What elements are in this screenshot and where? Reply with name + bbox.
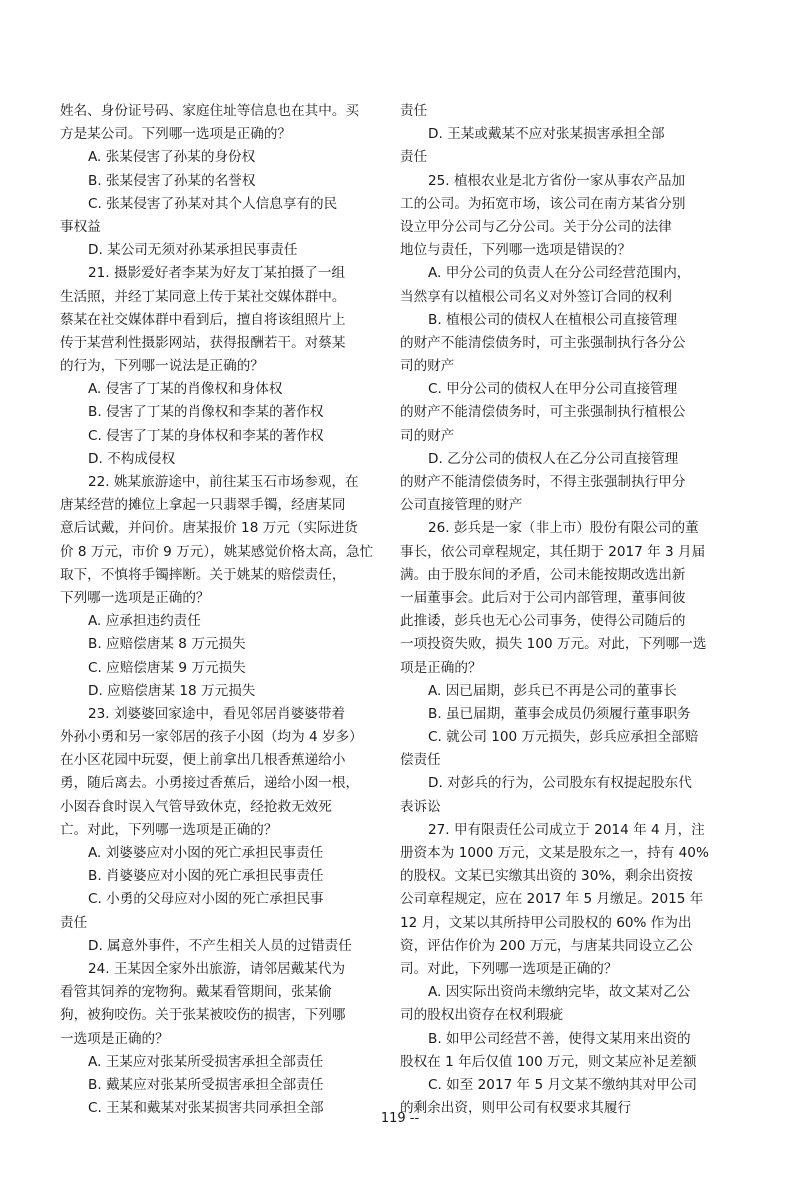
text-line: 方是某公司。下列哪一选项是正确的？ [60,126,292,143]
text-line: 的财产不能清偿债务时，可主张强制执行各分公 [400,334,686,351]
text-line: D. 不构成侵权 [88,450,176,467]
text-line: D. 属意外事件，不产生相关人员的过错责任 [88,937,352,954]
text-line: 一届董事会。此后对于公司内部管理，董事间彼 [400,589,686,606]
text-line: A. 刘婆婆应对小囡的死亡承担民事责任 [88,845,324,861]
text-line: 工的公司。为拓宽市场，该公司在南方某省分别 [400,195,686,212]
text-line: 生活照，并经丁某同意上传于某社交媒体群中。 [60,288,346,305]
text-line: 一选项是正确的？ [60,1030,169,1047]
text-line: B. 肖婆婆应对小囡的死亡承担民事责任 [88,868,324,885]
text-line: 亡。对此，下列哪一选项是正确的？ [60,821,278,838]
text-line: 当然享有以植根公司名义对外签订合同的权利 [400,288,672,305]
text-line: 的财产不能清偿债务时，可主张强制执行植根公 [400,404,686,421]
text-line: 传于某营利性摄影网站，获得报酬若干。对蔡某 [60,334,346,351]
text-line: 唐某经营的摊位上拿起一只翡翠手镯，经唐某同 [60,497,346,514]
left-column [60,100,396,1120]
text-line: C. 王某和戴某对张某损害共同承担全部 [88,1100,324,1117]
text-line: 司。对此，下列哪一选项是正确的？ [400,960,618,977]
text-line: A. 甲分公司的负责人在分公司经营范围内， [428,265,691,282]
text-line: C. 就公司 100 万元损失，彭兵应承担全部赔 [428,729,699,746]
text-line: A. 因已届期，彭兵已不再是公司的董事长 [428,682,677,699]
text-line: 公司章程规定，应在 2017 年 5 月缴足。2015 年 [400,891,704,908]
text-line: D. 对彭兵的行为，公司股东有权提起股东代 [428,775,692,792]
text-line: 小囡吞食时误入气管导致休克，经抢救无效死 [60,798,332,815]
text-line: A. 应承担违约责任 [88,613,201,630]
text-line: 事长，依公司章程规定，其任期于 2017 年 3 月届 [400,543,706,560]
text-line: 蔡某在社交媒体群中看到后，擅自将该组照片上 [60,311,346,328]
text-line: 此推诿，彭兵也无心公司事务，使得公司随后的 [400,613,686,630]
text-line: 地位与责任，下列哪一选项是错误的？ [400,242,632,259]
text-line: D. 乙分公司的债权人在乙分公司直接管理 [428,450,679,467]
text-line: 取下，不慎将手镯摔断。关于姚某的赔偿责任， [60,566,346,583]
text-line: A. 王某应对张某所受损害承担全部责任 [88,1053,324,1070]
text-line: B. 张某侵害了孙某的名誉权 [88,172,256,189]
text-line: 公司直接管理的财产 [400,497,523,514]
text-line: B. 虽已届期，董事会成员仍须履行董事职务 [428,705,691,722]
text-line: 股权在 1 年后仅值 100 万元，则文某应补足差额 [400,1053,697,1070]
text-line: 事权益 [60,218,101,235]
text-line: 责任 [60,914,88,931]
text-line: 司的财产 [400,358,455,375]
text-line: D. 应赔偿唐某 18 万元损失 [88,682,256,699]
text-line: 外孙小勇和另一家邻居的孩子小囡（均为 4 岁多） [60,729,363,746]
text-line: C. 如至 2017 年 5 月文某不缴纳其对甲公司 [428,1076,697,1093]
text-line: 的行为，下列哪一说法是正确的？ [60,358,264,375]
text-line: 勇，随后离去。小勇接过香蕉后，递给小囡一根， [60,775,360,792]
text-line: 满。由于股东间的矛盾，公司未能按期改选出新 [400,566,686,583]
text-line: C. 应赔偿唐某 9 万元损失 [88,659,246,676]
text-line: 26. 彭兵是一家（非上市）股份有限公司的董 [428,520,699,537]
text-line: B. 应赔偿唐某 8 万元损失 [88,636,246,653]
text-line: 22. 姚某旅游途中，前往某玉石市场参观，在 [88,474,359,490]
text-line: 23. 刘婆婆回家途中，看见邻居肖婆婆带着 [88,705,346,722]
text-line: B. 如甲公司经营不善，使得文某用来出资的 [428,1030,691,1047]
text-line: C. 甲分公司的债权人在甲分公司直接管理 [428,381,678,398]
text-line: 设立甲分公司与乙分公司。关于分公司的法律 [400,218,672,235]
text-line: 价 8 万元，市价 9 万元），姚某感觉价格太高，急忙 [60,543,374,560]
text-line: 27. 甲有限责任公司成立于 2014 年 4 月，注 [428,821,705,838]
text-line: 司的股权出资存在权利瑕疵 [400,1007,564,1024]
text-line: 在小区花园中玩耍，便上前拿出几根香蕉递给小 [60,752,346,769]
text-line: 的财产不能清偿债务时，不得主张强制执行甲分 [400,474,686,490]
text-line: 表诉讼 [400,798,441,815]
text-line: B. 侵害了丁某的肖像权和李某的著作权 [88,404,324,421]
text-line: 24. 王某因全家外出旅游，请邻居戴某代为 [88,960,346,977]
text-line: 12 月，文某以其所持甲公司股权的 60% 作为出 [400,914,692,931]
text-line: 意后试戴，并问价。唐某报价 18 万元（实际进货 [60,520,358,537]
text-line: B. 植根公司的债权人在植根公司直接管理 [428,311,678,328]
text-line: C. 张某侵害了孙某对其个人信息享有的民 [88,195,338,212]
text-line: D. 某公司无须对孙某承担民事责任 [88,242,298,259]
text-line: 责任 [400,149,428,166]
text-line: C. 侵害了丁某的身体权和李某的著作权 [88,427,324,444]
text-line: B. 戴某应对张某所受损害承担全部责任 [88,1076,324,1093]
text-line: A. 侵害了丁某的肖像权和身体权 [88,381,283,398]
text-line: 司的财产 [400,427,455,444]
text-line: 偿责任 [400,752,441,769]
text-line: 下列哪一选项是正确的？ [60,589,210,606]
text-line: 21. 摄影爱好者李某为好友丁某拍摄了一组 [88,265,346,282]
text-line: D. 王某或戴某不应对张某损害承担全部 [428,126,665,143]
text-line: 姓名、身份证号码、家庭住址等信息也在其中。买 [60,103,360,119]
text-line: 的股权。文某已实缴其出资的 30%，剩余出资按 [400,868,693,885]
text-line: 的剩余出资，则甲公司有权要求其履行 [400,1100,632,1117]
text-line: 责任 [400,103,428,119]
text-line: 资，评估作价为 200 万元，与唐某共同设立乙公 [400,937,693,954]
text-line: A. 因实际出资尚未缴纳完毕，故文某对乙公 [428,984,691,1001]
text-line: C. 小勇的父母应对小囡的死亡承担民事 [88,891,324,908]
page-number: 119 -- [380,1111,420,1126]
text-line: 25. 植根农业是北方省份一家从事农产品加 [428,172,686,189]
text-line: 狗，被狗咬伤。关于张某被咬伤的损害，下列哪 [60,1007,346,1024]
text-line: 项是正确的？ [400,659,482,676]
text-line: 册资本为 1000 万元，文某是股东之一，持有 40% [400,845,709,861]
text-line: 一项投资失败，损失 100 万元。对此，下列哪一选 [400,636,707,653]
right-column [400,100,736,1120]
text-line: 看管其饲养的宠物狗。戴某看管期间，张某偷 [60,984,332,1001]
text-line: A. 张某侵害了孙某的身份权 [88,149,256,166]
